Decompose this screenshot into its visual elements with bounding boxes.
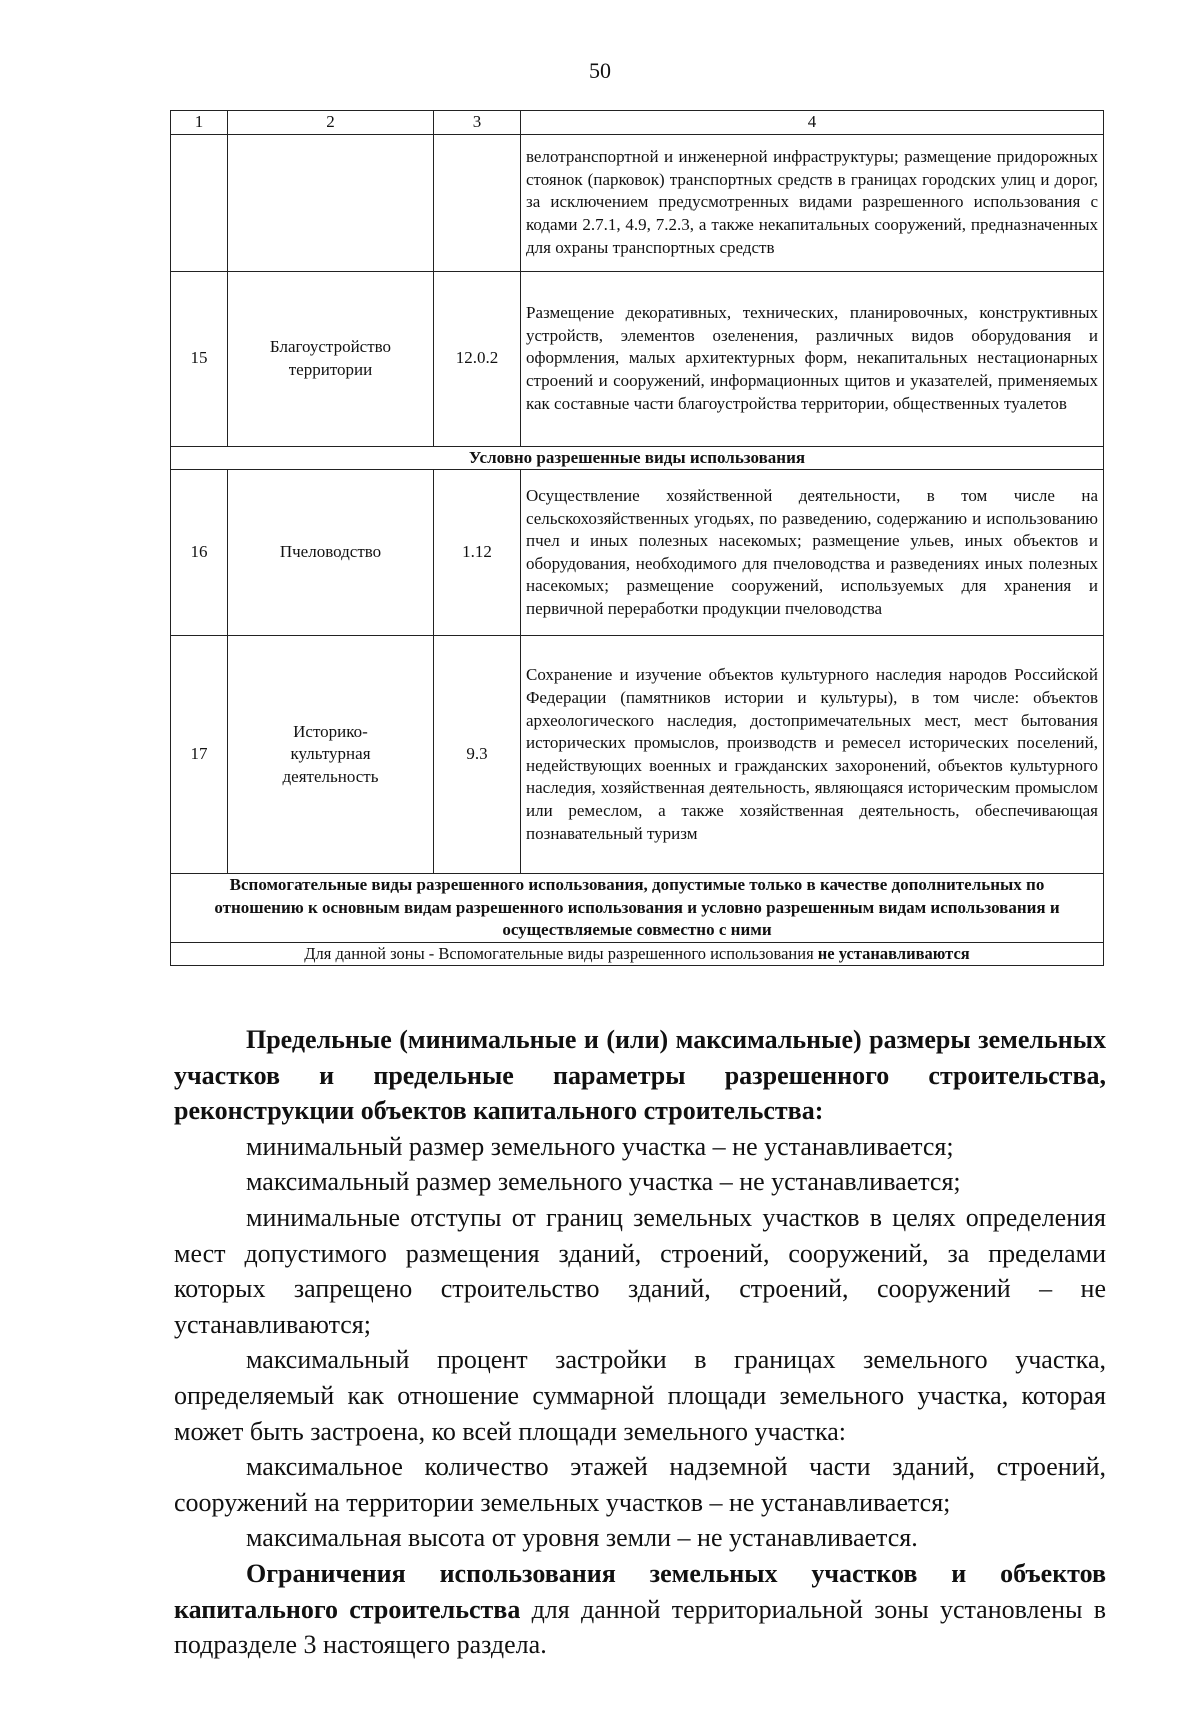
land-use-table — [170, 110, 1104, 966]
row-number: 15 — [171, 271, 228, 446]
param-item: максимальное количество этажей надземной части зданий, строений, сооружений на территории земельных участков – не устанавливается; — [174, 1452, 1106, 1517]
page-number: 50 — [589, 58, 611, 83]
row-description: Осуществление хозяйственной деятельности, в том числе на сельскохозяйственных угодьях, по разведению, содержанию и использованию пчел и иных полезных насекомых; размещение ульев, иных объектов и оборудования, необходимого для пчеловодства и разведениях иных полезных насекомых; размещение сооружений, используемых для хранения и первичной переработки продукции пчеловодства — [521, 470, 1104, 636]
empty-cell — [171, 134, 228, 271]
note-row — [171, 943, 1104, 966]
row-use-name: Благоустройство территории — [228, 271, 434, 446]
header-col-1: 1 — [171, 111, 228, 135]
row-code: 12.0.2 — [434, 271, 521, 446]
row-code: 1.12 — [434, 470, 521, 636]
row-description: Размещение декоративных, технических, планировочных, конструктивных устройств, элементов озеленения, различных видов оборудования и оформления, малых архитектурных форм, некапитальных нестационарных строений и сооружений, информационных щитов и указателей, применяемых как составные части благоустройства территории, общественных туалетов — [521, 271, 1104, 446]
row-code: 9.3 — [434, 636, 521, 874]
param-item: максимальная высота от уровня земли – не устанавливается. — [246, 1523, 918, 1553]
note-text: Для данной зоны - Вспомогательные виды разрешенного использования — [304, 944, 818, 964]
row-description: велотранспортной и инженерной инфраструктуры; размещение придорожных стоянок (парковок) транспортных средств в границах городских улиц и дорог, за исключением предусмотренных видами разрешенного использования с кодами 2.7.1, 4.9, 7.2.3, а также некапитальных сооружений, предназначенных для охраны транспортных средств — [521, 134, 1104, 271]
row-number: 17 — [171, 636, 228, 874]
header-col-4: 4 — [521, 111, 1104, 135]
params-heading — [174, 1022, 1106, 1129]
note-cell — [171, 943, 1104, 966]
table-row — [171, 470, 1104, 636]
row-use-name: Историко-культурная деятельность — [228, 636, 434, 874]
section-row-conditional — [171, 446, 1104, 470]
table-header-row — [171, 111, 1104, 135]
param-item: минимальные отступы от границ земельных участков в целях определения мест допустимого размещения зданий, строений, сооружений, за пределами которых запрещено строительство зданий, строений, сооружений – не устанавливаются; — [174, 1202, 1106, 1339]
params-heading-text: Предельные (минимальные и (или) максимальные) размеры земельных участков и предельные параметры разрешенного строительства, реконструкции объектов капитального строительства: — [174, 1025, 1106, 1126]
restrictions-rest: для данной территориальной зоны установлены в подразделе 3 настоящего раздела. — [174, 1594, 1106, 1660]
restrictions-bold: Ограничения использования земельных участков и объектов капитального строительства — [174, 1558, 1106, 1624]
section-row-auxiliary — [171, 874, 1104, 943]
body-text — [174, 1022, 1106, 1663]
table-row-continuation — [171, 134, 1104, 271]
row-number: 16 — [171, 470, 228, 636]
restrictions-paragraph — [174, 1556, 1106, 1663]
param-item: максимальный процент застройки в границах земельного участка, определяемый как отношение суммарной площади земельного участка, которая может быть застроена, ко всей площади земельного участка: — [174, 1345, 1106, 1446]
section-title-conditional: Условно разрешенные виды использования — [171, 446, 1104, 470]
param-item: максимальный размер земельного участка – не устанавливается; — [246, 1167, 961, 1197]
section-title-auxiliary: Вспомогательные виды разрешенного использования, допустимые только в качестве дополнительных по отношению к основным видам разрешенного использования и условно разрешенным видам использования и осуществляемые совместно с ними — [171, 874, 1104, 943]
row-description: Сохранение и изучение объектов культурного наследия народов Российской Федерации (памятников истории и культуры), в том числе: объектов археологического наследия, достопримечательных мест, мест бытования исторических промыслов, производств и ремесел исторических поселений, недействующих военных и гражданских захоронений, объектов культурного наследия, хозяйственная деятельность, являющаяся историческим промыслом или ремеслом, а также хозяйственная деятельность, обеспечивающая познавательный туризм — [521, 636, 1104, 874]
row-use-name: Пчеловодство — [228, 470, 434, 636]
empty-cell — [228, 134, 434, 271]
note-bold-text: не устанавливаются — [817, 944, 970, 964]
header-col-2: 2 — [228, 111, 434, 135]
table-row — [171, 271, 1104, 446]
header-col-3: 3 — [434, 111, 521, 135]
empty-cell — [434, 134, 521, 271]
table-row — [171, 636, 1104, 874]
param-item: минимальный размер земельного участка – не устанавливается; — [246, 1131, 954, 1161]
